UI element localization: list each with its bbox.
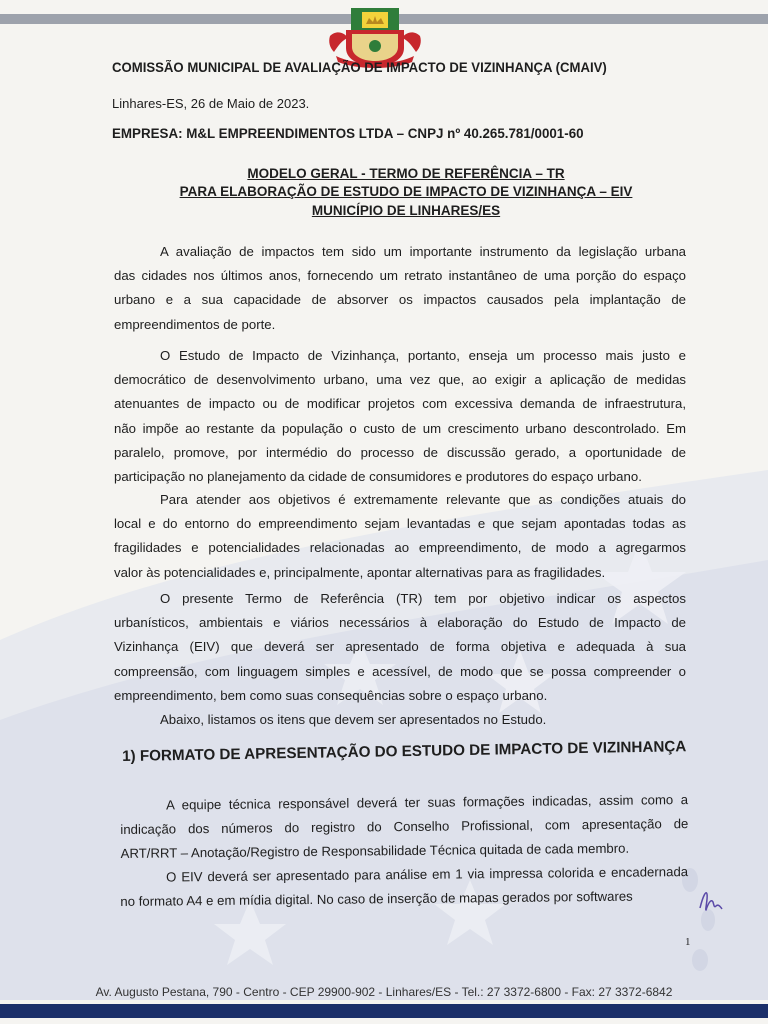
paragraph-line: participação no planejamento da cidade de consumidores e produtores do espaço urbano. bbox=[114, 469, 642, 485]
section-1-heading: 1) FORMATO DE APRESENTAÇÃO DO ESTUDO DE IMPACTO DE VIZINHANÇA bbox=[122, 738, 687, 765]
paragraph-line: ART/RRT – Anotação/Registro de Responsabilidade Técnica quitada de cada membro. bbox=[120, 841, 630, 862]
footer-bar bbox=[0, 1004, 768, 1018]
municipal-crest-icon bbox=[326, 8, 424, 68]
paragraph-items-intro bbox=[114, 708, 686, 732]
paragraph-line: atenuantes de impacto ou de modificar projetos com excessiva demanda de infraestrutura, bbox=[114, 396, 686, 412]
paragraph-line: A avaliação de impactos tem sido um importante instrumento da legislação urbana bbox=[160, 244, 686, 259]
date-line: Linhares-ES, 26 de Maio de 2023. bbox=[112, 96, 310, 111]
paragraph-line: valor às potencialidades e, principalmente, apontar alternativas para as fragilidades. bbox=[114, 564, 606, 580]
signature-initials-icon bbox=[697, 886, 727, 916]
title-line-2: PARA ELABORAÇÃO DE ESTUDO DE IMPACTO DE VIZINHANÇA – EIV bbox=[179, 184, 633, 199]
commission-heading: COMISSÃO MUNICIPAL DE AVALIAÇÃO DE IMPACTO DE VIZINHANÇA (CMAIV) bbox=[112, 60, 607, 75]
paragraph-line: O EIV deverá ser apresentado para análise em 1 via impressa colorida e encadernada bbox=[166, 864, 689, 885]
paragraph-line: empreendimento, bem como suas consequências sobre o espaço urbano. bbox=[114, 687, 548, 703]
paragraph-line: compreensão, com linguagem simples e acessível, de modo que se possa compreender o bbox=[114, 663, 686, 679]
paragraph-intro bbox=[114, 240, 686, 337]
paragraph-line: das cidades nos últimos anos, fornecendo um retrato instantâneo de uma porção do espaço bbox=[114, 268, 686, 284]
paragraph-line: A equipe técnica responsável deverá ter suas formações indicadas, assim como a bbox=[166, 792, 689, 813]
paragraph-line: Para atender aos objetivos é extremamente relevante que as condições atuais do bbox=[160, 492, 686, 507]
paragraph-eiv bbox=[114, 344, 686, 489]
paragraph-line: urbanísticos, ambientais e viários necessários à elaboração do Estudo de Impacto de bbox=[114, 615, 686, 631]
paragraph-line: O presente Termo de Referência (TR) tem por objetivo indicar os aspectos bbox=[160, 591, 686, 606]
paragraph-line: democrático de desenvolvimento urbano, uma vez que, ao exigir a aplicação de medidas bbox=[114, 372, 686, 388]
paragraph-line: no formato A4 e em mídia digital. No caso de inserção de mapas gerados por softwares bbox=[120, 888, 633, 910]
paragraph-line: Abaixo, listamos os itens que devem ser apresentados no Estudo. bbox=[160, 712, 547, 727]
paragraph-line: não impõe ao restante da população o custo de um crescimento urbano descontrolado. Em bbox=[114, 420, 686, 436]
paragraph-tr bbox=[114, 587, 686, 708]
paragraph-line: O Estudo de Impacto de Vizinhança, portanto, enseja um processo mais justo e bbox=[160, 348, 686, 363]
paragraph-line: empreendimentos de porte. bbox=[114, 316, 276, 332]
footer-address: Av. Augusto Pestana, 790 - Centro - CEP 29900-902 - Linhares/ES - Tel.: 27 3372-6800 - Fax: 27 3372-6842 bbox=[95, 985, 673, 999]
paragraph-line: fragilidades e potencialidades relacionadas ao empreendimento, de modo a agregarmos bbox=[114, 540, 686, 556]
section-1-paragraph-format bbox=[120, 860, 688, 914]
company-line: EMPRESA: M&L EMPREENDIMENTOS LTDA – CNPJ nº 40.265.781/0001-60 bbox=[112, 126, 584, 141]
section-1-paragraph-team bbox=[120, 788, 689, 867]
title-line-3: MUNICÍPIO DE LINHARES/ES bbox=[311, 203, 501, 218]
paragraph-line: indicação dos números do registro do Conselho Profissional, com apresentação de bbox=[120, 816, 689, 838]
title-line-1: MODELO GERAL - TERMO DE REFERÊNCIA – TR bbox=[247, 166, 565, 181]
paragraph-line: local e do entorno do empreendimento sejam levantadas e que sejam apontadas todas as bbox=[114, 516, 686, 532]
paragraph-line: paralelo, promove, por intermédio do processo de discussão gerado, a oportunidade de bbox=[114, 444, 686, 460]
paragraph-line: urbano e a sua capacidade de absorver os impactos causados pela implantação de bbox=[114, 292, 686, 308]
paragraph-line: Vizinhança (EIV) que deverá ser apresentado de forma objetiva e adequada à sua bbox=[114, 639, 686, 655]
paragraph-objectives bbox=[114, 488, 686, 585]
page-number: 1 bbox=[685, 936, 691, 948]
